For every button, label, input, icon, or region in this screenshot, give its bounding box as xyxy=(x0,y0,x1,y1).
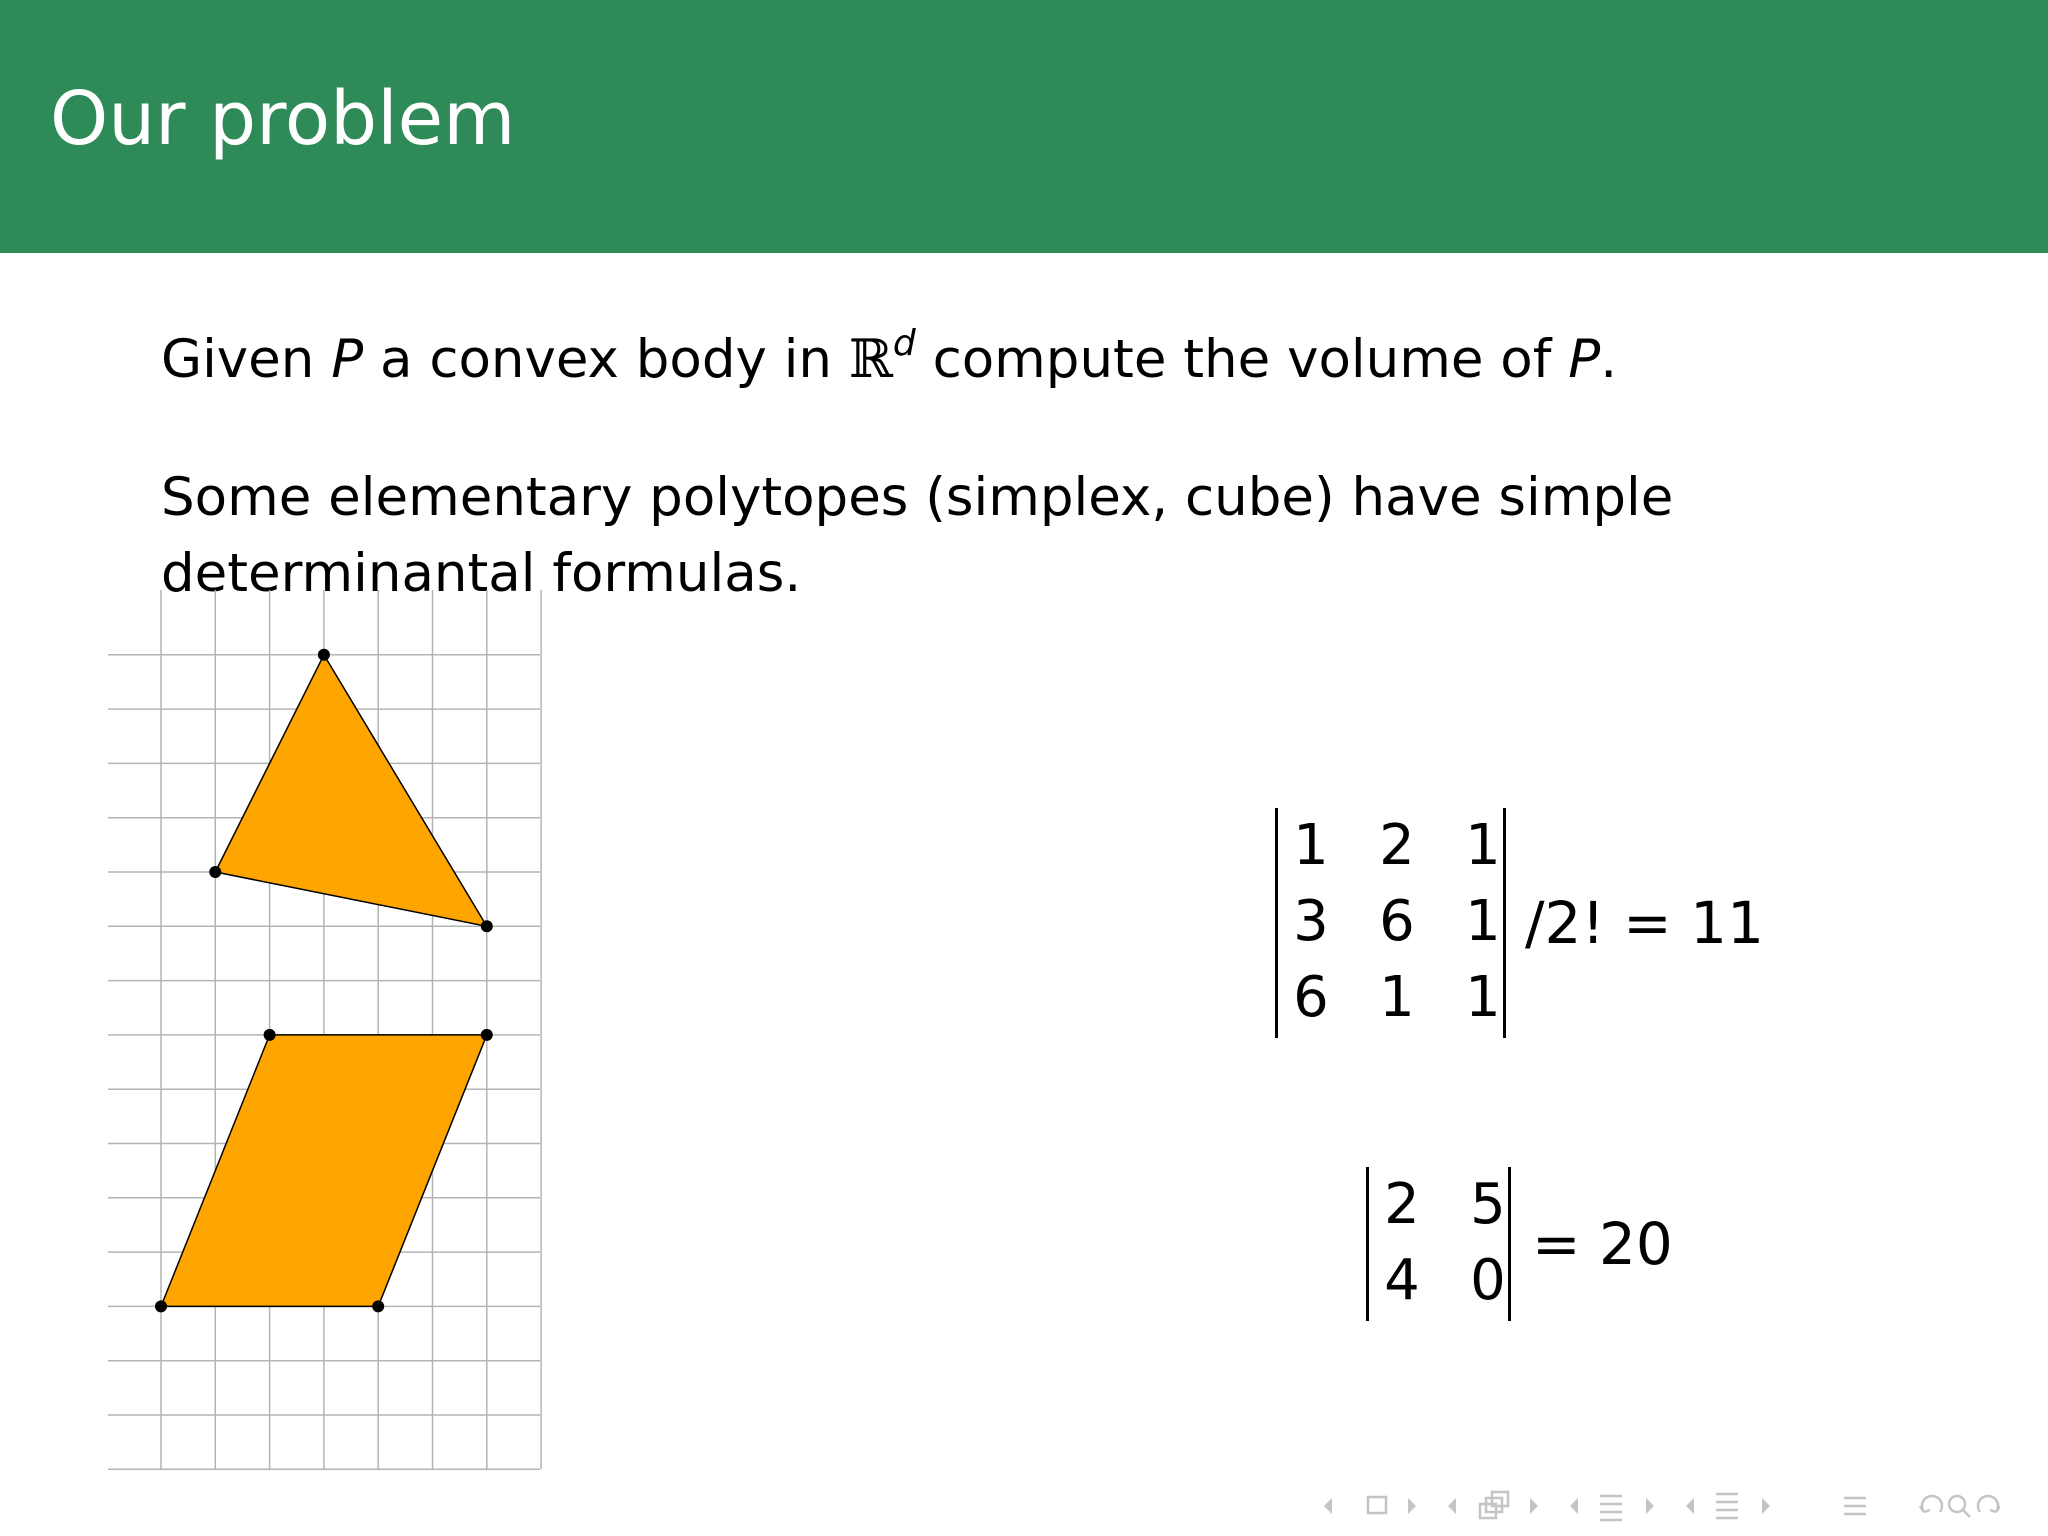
det3-cell: 6 xyxy=(1379,889,1415,954)
lattice-figure xyxy=(100,590,550,1474)
nav-back-icon[interactable] xyxy=(1920,1496,1942,1512)
nav-doc-icon[interactable] xyxy=(1716,1494,1738,1518)
problem-statement xyxy=(161,322,1617,398)
triangle-shape xyxy=(215,655,487,927)
det3-left-bar xyxy=(1275,808,1278,1038)
nav-forward-icon[interactable] xyxy=(1978,1496,2000,1512)
p1-text-b: a convex body in xyxy=(363,329,849,390)
p1-text-period: . xyxy=(1600,329,1618,390)
det3-cell: 6 xyxy=(1293,965,1329,1030)
p1-var-p: P xyxy=(331,329,364,390)
det2-cell: 4 xyxy=(1384,1248,1420,1313)
nav-frame-icon[interactable] xyxy=(1368,1497,1386,1513)
parallelogram-shape xyxy=(161,1035,487,1307)
det3-cell: 3 xyxy=(1293,889,1329,954)
parallelogram-shape-vertex xyxy=(155,1300,167,1312)
slide-header xyxy=(0,0,2048,253)
triangle-shape-vertex xyxy=(209,866,221,878)
det3-cell: 1 xyxy=(1293,813,1329,878)
nav-search-icon[interactable] xyxy=(1949,1496,1970,1517)
det3-result: /2! = 11 xyxy=(1525,889,1764,957)
slide-title: Our problem xyxy=(50,76,516,162)
det2-cell: 2 xyxy=(1384,1172,1420,1237)
det2-right-bar xyxy=(1508,1167,1511,1321)
parallelogram-shape-vertex xyxy=(372,1300,384,1312)
p1-reals-symbol: ℝ xyxy=(848,329,893,390)
lattice-figure-svg xyxy=(100,590,550,1470)
det3-cell: 2 xyxy=(1379,813,1415,878)
nav-section-icon[interactable] xyxy=(1600,1496,1622,1520)
beamer-navigation xyxy=(1320,1488,2000,1524)
triangle-shape-vertex xyxy=(318,649,330,661)
det3-right-bar xyxy=(1503,808,1506,1038)
p1-text-a: Given xyxy=(161,329,332,390)
det3-cell: 1 xyxy=(1465,813,1501,878)
det2-cell: 0 xyxy=(1470,1248,1506,1313)
det2-result: = 20 xyxy=(1532,1210,1673,1278)
det3-cell: 1 xyxy=(1465,965,1501,1030)
nav-align-icon[interactable] xyxy=(1844,1498,1866,1514)
nav-prev-subsection-icon[interactable] xyxy=(1448,1498,1456,1514)
det3-cell: 1 xyxy=(1465,889,1501,954)
triangle-shape-vertex xyxy=(481,920,493,932)
nav-next-section-icon[interactable] xyxy=(1646,1498,1654,1514)
nav-subsection-icon[interactable] xyxy=(1480,1492,1508,1518)
det2-cell: 5 xyxy=(1470,1172,1506,1237)
det2-left-bar xyxy=(1366,1167,1369,1321)
parallelogram-shape-vertex xyxy=(264,1029,276,1041)
p1-dimension: d xyxy=(892,323,916,364)
nav-next-subsection-icon[interactable] xyxy=(1530,1498,1538,1514)
nav-prev-frame-icon[interactable] xyxy=(1324,1498,1332,1514)
p1-text-c: compute the volume of xyxy=(915,329,1569,390)
nav-next-doc-icon[interactable] xyxy=(1762,1498,1770,1514)
p2-line-1: Some elementary polytopes (simplex, cube) have simple xyxy=(161,467,1674,528)
p2-line-2: determinantal formulas. xyxy=(161,543,802,604)
nav-prev-doc-icon[interactable] xyxy=(1686,1498,1694,1514)
nav-prev-section-icon[interactable] xyxy=(1570,1498,1578,1514)
parallelogram-shape-vertex xyxy=(481,1029,493,1041)
p1-var-p-2: P xyxy=(1568,329,1601,390)
nav-next-frame-icon[interactable] xyxy=(1408,1498,1416,1514)
det3-cell: 1 xyxy=(1379,965,1415,1030)
